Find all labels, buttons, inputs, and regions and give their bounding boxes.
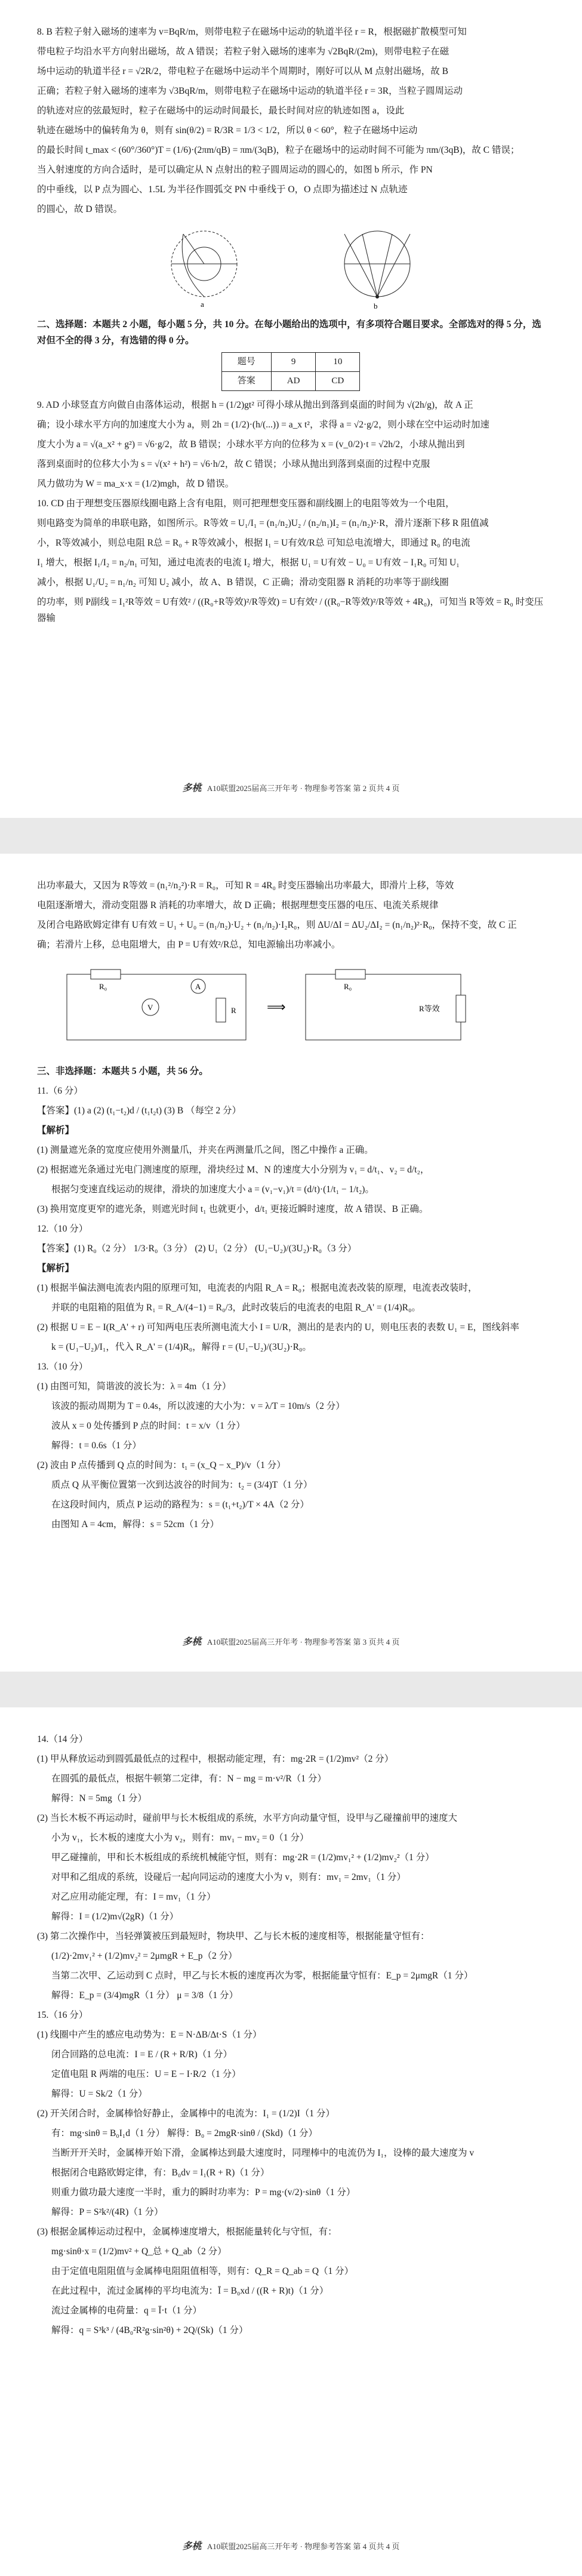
q12-analysis-line: 并联的电阻箱的阻值为 R₁ = R_A/(4−1) = R₀/3，此时改装后的电流表的电阻 R_A' = (1/4)R₀。 bbox=[51, 1303, 421, 1313]
q13-line: 波从 x = 0 处传播到 P 点的时间：t = x/v（1 分） bbox=[51, 1421, 245, 1431]
q11-analysis-line: 根据匀变速直线运动的规律，滑块的加速度大小 a = (v₁−v₁)/t = (d/t)·(1/t₁ − 1/t₂)。 bbox=[51, 1184, 374, 1195]
q11-analysis-label: 【解析】 bbox=[37, 1125, 75, 1135]
q12-analysis-line: (1) 根据半偏法测电流表内阻的原理可知，电流表的内阻 R_A = R₀；根据电流表改装的原理，电流表改装时， bbox=[37, 1283, 478, 1293]
q13-line: (2) 波由 P 点传播到 Q 点的时间为：t₁ = (x_Q − x_P)/v（1 分） bbox=[37, 1460, 286, 1470]
q14-line: 小为 v₁，长木板的速度大小为 v₂，则有：mv₁ − mv₂ = 0（1 分） bbox=[51, 1833, 309, 1843]
q8-line: 的轨迹对应的弦最短时，粒子在磁场中的运动时间最长，最长时间对应的轨迹如图 a，设此 bbox=[37, 106, 405, 116]
q13-line: 在这段时间内，质点 P 运动的路程为：s = (t₁+t₂)/T × 4A（2 分） bbox=[51, 1500, 309, 1510]
answer-page-3 bbox=[0, 854, 582, 1672]
brand-logo: 多桃 bbox=[182, 783, 202, 793]
q10-line: 则电路变为简单的串联电路，如图所示。R等效 = U₁/I₁ = (n₁/n₂)U₂ / (n₂/n₁)I₂ = (n₁/n₂)²·R，滑片逐渐下移 R 阻值减 bbox=[37, 518, 489, 528]
footer-label: A10联盟2025届高三开年考 · 物理参考答案 第 3 页共 4 页 bbox=[207, 1638, 400, 1646]
q8-figures bbox=[37, 222, 544, 312]
q14-line: (3) 第二次操作中，当轻弹簧被压到最短时，物块甲、乙与长木板的速度相等，根据能量守恒有： bbox=[37, 1931, 430, 1941]
q15-line: 有：mg·sinθ = B₀I₁d（1 分） 解得：B₀ = 2mgR·sinθ / (Skd)（1 分） bbox=[51, 2128, 318, 2138]
q10-line: 10. CD 由于理想变压器原线圈电路上含有电阻，则可把理想变压器和副线圈上的电阻等效为一个电阻， bbox=[37, 498, 455, 509]
q10-line: I₁ 增大，根据 I₁/I₂ = n₂/n₁ 可知，通过电流表的电流 I₂ 增大，根据 U₁ = U有效 − U₀ = U有效 − I₁R₀ 可知 U₁ bbox=[37, 558, 460, 568]
q14-line: 对甲和乙组成的系统，设碰后一起向同运动的速度大小为 v，则有：mv₁ = 2mv₁（1 分） bbox=[51, 1872, 406, 1882]
q12-answer: 【答案】(1) R₀（2 分） 1/3·R₀（3 分） (2) U₁（2 分） (U₁−U₂)/(3U₂)·R₀（3 分） bbox=[37, 1244, 357, 1254]
q12-analysis-line: k = (U₁−U₂)/I₁，代入 R_A' = (1/4)R₀，解得 r = (U₁−U₂)/(3U₂)·R₀。 bbox=[51, 1342, 312, 1352]
q15-line: 在此过程中，流过金属棒的平均电流为：Ī = B₀xd / ((R + R)t)（1 分） bbox=[51, 2286, 329, 2296]
q14-title: 14.（14 分） bbox=[37, 1734, 88, 1744]
q11-analysis-line: (3) 换用宽度更窄的遮光条，则遮光时间 t₁ 也就更小，d/t₁ 更接近瞬时速度，故 A 错误、B 正确。 bbox=[37, 1204, 429, 1214]
page-footer bbox=[0, 2538, 582, 2552]
circuit-label-r0: R₀ bbox=[99, 982, 107, 991]
q15-line: 解得：P = S²k²/(4R)（1 分） bbox=[51, 2207, 164, 2217]
q10-line: 确；若滑片上移，总电阻增大，由 P = U有效²/R总，知电源输出功率减小。 bbox=[37, 940, 341, 950]
q14-line: (1/2)·2mv₁² + (1/2)mv₂² = 2μmgR + E_p（2 分） bbox=[51, 1951, 238, 1961]
answer-table bbox=[221, 352, 361, 391]
q12-title: 12.（10 分） bbox=[37, 1224, 88, 1234]
brand-logo: 多桃 bbox=[182, 2541, 202, 2552]
table-cell: CD bbox=[316, 372, 360, 391]
q10-line: 及闭合电路欧姆定律有 U有效 = U₁ + U₀ = (n₁/n₂)·U₂ + (n₁/n₂)·I₂R₀，则 ΔU/ΔI = ΔU₂/ΔI₂ = (n₁/n₂)²·R₀，保持不变，故 C 正 bbox=[37, 920, 517, 930]
q14-line: 解得：E_p = (3/4)mgR（1 分） μ = 3/8（1 分） bbox=[51, 1990, 238, 2001]
q10-block bbox=[37, 495, 544, 626]
q10-line: 减小，根据 U₁/U₂ = n₁/n₂ 可知 U₂ 减小，故 A、B 错误，C 正确；滑动变阻器 R 消耗的功率等于副线圈 bbox=[37, 577, 449, 587]
answer-page-4 bbox=[0, 1707, 582, 2576]
q9-line: 确；设小球水平方向的加速度大小为 a，则 2h = (1/2)·(h/(...)) = a_x t²，求得 a = √2·g/2，则小球在空中运动时加速 bbox=[37, 420, 489, 430]
figure-a-label: a bbox=[201, 300, 204, 309]
q13-line: 质点 Q 从平衡位置第一次到达波谷的时间为：t₂ = (3/4)T（1 分） bbox=[51, 1480, 313, 1490]
footer-label: A10联盟2025届高三开年考 · 物理参考答案 第 4 页共 4 页 bbox=[207, 2542, 400, 2551]
section-3-title: 三、非选择题：本题共 5 小题，共 56 分。 bbox=[37, 1066, 208, 1076]
q15-line: 定值电阻 R 两端的电压：U = E − I·R/2（1 分） bbox=[51, 2069, 241, 2079]
q8-line: 的最长时间 t_max < (60°/360°)T = (1/6)·(2πm/qB) = πm/(3qB)，粒子在磁场中的运动时间不可能为 πm/(3qB)，故 C 错误； bbox=[37, 145, 520, 155]
q8-line: 带电粒子均沿水平方向射出磁场，故 A 错误；若粒子射入磁场的速率为 √2BqR/(2m)，则带电粒子在磁 bbox=[37, 47, 449, 57]
q14-line: 在圆弧的最低点，根据牛顿第二定律，有：N − mg = m·v²/R（1 分） bbox=[51, 1774, 327, 1784]
q15-line: mg·sinθ·x = (1/2)mv² + Q_总 + Q_ab（2 分） bbox=[51, 2246, 227, 2257]
circuit-label-ammeter: A bbox=[195, 982, 201, 991]
section-2-title: 二、选择题：本题共 2 小题，每小题 5 分，共 10 分。在每小题给出的选项中，有多项符合题目要求。全部选对的得 5 分，选对但不全的得 3 分，有选错的得 0 分。 bbox=[37, 319, 541, 346]
table-cell: AD bbox=[271, 372, 316, 391]
circuit-label-req: R等效 bbox=[419, 1004, 440, 1013]
q9-line: 风力做功为 W = ma_x·x = (1/2)mgh，故 D 错误。 bbox=[37, 479, 235, 489]
equivalent-circuit-diagram bbox=[55, 962, 485, 1052]
q8-line: 正确；若粒子射入磁场的速率为 √3BqR/m，则带电粒子在磁场中运动的轨道半径 r = 3R，当粒子圆周运动 bbox=[37, 86, 463, 96]
q12-analysis-label: 【解析】 bbox=[37, 1263, 75, 1273]
q14-line: 解得：I = (1/2)m√(2gR)（1 分） bbox=[51, 1912, 179, 1922]
q13-title: 13.（10 分） bbox=[37, 1362, 88, 1372]
table-cell: 题号 bbox=[221, 353, 271, 372]
q8-line: 轨迹在磁场中的偏转角为 θ，则有 sin(θ/2) = R/3R = 1/3 < 1/2，所以 θ < 60°，粒子在磁场中运动 bbox=[37, 125, 418, 136]
q14-line: 对乙应用动能定理，有：I = mv₁（1 分） bbox=[51, 1892, 216, 1902]
q12-analysis-line: (2) 根据 U = E − I(R_A' + r) 可知两电压表所测电流大小 I = U/R，测出的是表内的 U，则电压表的表数 U₁ = E，图线斜率 bbox=[37, 1322, 519, 1332]
table-cell: 答案 bbox=[221, 372, 271, 391]
q14-line: 甲乙碰撞前，甲和长木板组成的系统机械能守恒，则有：mg·2R = (1/2)mv₁² + (1/2)mv₂²（1 分） bbox=[51, 1852, 435, 1863]
answer-page-2 bbox=[0, 0, 582, 818]
circuit-label-r: R bbox=[231, 1006, 236, 1015]
q10-line: 电阻逐渐增大，滑动变阻器 R 消耗的功率增大，故 D 正确；根据理想变压器的电压、电流关系规律 bbox=[37, 900, 439, 910]
table-row bbox=[221, 353, 360, 372]
table-cell: 10 bbox=[316, 353, 360, 372]
q11-title: 11.（6 分） bbox=[37, 1086, 83, 1096]
q15-line: (1) 线圈中产生的感应电动势为：E = N·ΔB/Δt·S（1 分） bbox=[37, 2030, 262, 2040]
q15-title: 15.（16 分） bbox=[37, 2010, 88, 2020]
table-row bbox=[221, 372, 360, 391]
q11-analysis-line: (2) 根据遮光条通过光电门测速度的原理，滑块经过 M、N 的速度大小分别为 v₁ = d/t₁、v₂ = d/t₂， bbox=[37, 1165, 430, 1175]
q10-continued bbox=[37, 878, 544, 953]
q15-line: 闭合回路的总电流：I = E / (R + R/R)（1 分） bbox=[51, 2049, 232, 2060]
q9-line: 9. AD 小球竖直方向做自由落体运动，根据 h = (1/2)gt² 可得小球从抛出到落到桌面的时间为 √(2h/g)，故 A 正 bbox=[37, 400, 473, 410]
q15-line: 由于定值电阻阻值与金属棒电阻阻值相等，则有：Q_R = Q_ab = Q（1 分） bbox=[51, 2266, 354, 2276]
q10-line: 出功率最大，又因为 R等效 = (n₁²/n₂²)·R = R₀，可知 R = 4R₀ 时变压器输出功率最大，即滑片上移，等效 bbox=[37, 881, 454, 891]
q11-analysis-line: (1) 测量遮光条的宽度应使用外测量爪，并夹在两测量爪之间，图乙中操作 a 正确。 bbox=[37, 1145, 374, 1155]
circuit-label-r0-eq: R₀ bbox=[344, 982, 352, 991]
q13-line: 由图知 A = 4cm，解得：s = 52cm（1 分） bbox=[51, 1519, 219, 1529]
q14-line: 解得：N = 5mg（1 分） bbox=[51, 1793, 147, 1803]
circuit-label-voltmeter: V bbox=[147, 1003, 153, 1012]
q8-line: 8. B 若粒子射入磁场的速率为 v=BqR/m，则带电粒子在磁场中运动的轨道半径 r = R，根据磁扩散模型可知 bbox=[37, 27, 467, 37]
q15-line: 根据闭合电路欧姆定律，有：B₀dv = I₁(R + R)（1 分） bbox=[51, 2168, 270, 2178]
q15-line: 当断开开关时，金属棒开始下滑，金属棒达到最大速度时，同理棒中的电流仍为 I₁，设棒的最大速度为 v bbox=[51, 2148, 475, 2158]
q15-line: (2) 开关闭合时，金属棒恰好静止，金属棒中的电流为：I₁ = (1/2)I（1 分） bbox=[37, 2109, 335, 2119]
q13-line: (1) 由图可知，简谐波的波长为：λ = 4m（1 分） bbox=[37, 1381, 232, 1392]
q10-line: 小，R等效减小，则总电阻 R总 = R₀ + R等效减小，根据 I₁ = U有效/R总 可知总电流增大，即通过 R₀ 的电流 bbox=[37, 538, 470, 548]
q14-line: (1) 甲从释放运动到圆弧最低点的过程中，根据动能定理，有：mg·2R = (1/2)mv²（2 分） bbox=[37, 1754, 394, 1764]
q8-line: 场中运动的轨道半径 r = √2R/2，带电粒子在磁场中运动半个周期时，刚好可以从 M 点射出磁场，故 B bbox=[37, 66, 448, 76]
equivalent-arrow: ⟹ bbox=[267, 999, 286, 1014]
q15-line: 解得：q = S³k³ / (4B₀²R²g·sin²θ) + 2Q/(Sk)（1 分） bbox=[51, 2325, 248, 2335]
q8-line: 的中垂线，以 P 点为圆心、1.5L 为半径作圆弧交 PN 中垂线于 O，O 点即为描述过 N 点轨迹 bbox=[37, 184, 408, 195]
footer-label: A10联盟2025届高三开年考 · 物理参考答案 第 2 页共 4 页 bbox=[207, 784, 400, 793]
q15-line: 解得：U = Sk/2（1 分） bbox=[51, 2089, 147, 2099]
q8-block bbox=[37, 24, 544, 217]
q14-line: (2) 当长木板不再运动时，碰前甲与长木板组成的系统，水平方向动量守恒，设甲与乙碰撞前甲的速度大 bbox=[37, 1813, 457, 1823]
page-footer bbox=[0, 780, 582, 794]
page-footer bbox=[0, 1634, 582, 1648]
q8-line: 当入射速度的方向合适时，是可以确定从 N 点射出的粒子圆周运动的圆心的，如图 b 所示，作 PN bbox=[37, 165, 433, 175]
q9-line: 度大小为 a = √(a_x² + g²) = √6·g/2，故 B 错误；小球水平方向的位移为 x = (v_0/2)·t = √2h/2，小球从抛出到 bbox=[37, 439, 465, 450]
q15-line: (3) 根据金属棒运动过程中，金属棒速度增大，根据能量转化与守恒，有： bbox=[37, 2227, 337, 2237]
figure-a-diagram bbox=[136, 222, 273, 312]
q9-block bbox=[37, 397, 544, 492]
table-cell: 9 bbox=[271, 353, 316, 372]
q13-line: 该波的振动周期为 T = 0.4s，所以波速的大小为：v = λ/T = 10m/s（2 分） bbox=[51, 1401, 345, 1411]
q11-answer: 【答案】(1) a (2) (t₁−t₂)d / (t₁t₂t) (3) B （每空 2 分） bbox=[37, 1106, 242, 1116]
q13-line: 解得：t = 0.6s（1 分） bbox=[51, 1441, 141, 1451]
q15-line: 则重力做功最大速度一半时，重力的瞬时功率为：P = mg·(v/2)·sinθ（1 分） bbox=[51, 2187, 356, 2198]
figure-b-label: b bbox=[374, 301, 378, 310]
brand-logo: 多桃 bbox=[182, 1637, 202, 1647]
q10-line: 的功率，则 P副线 = I₁²R等效 = U有效² / ((R₀+R等效)²/R等效) = U有效² / ((R₀−R等效)²/R等效 + 4R₀)，可知当 R等效 = R₀ 时变压器输 bbox=[37, 597, 544, 623]
figure-b-diagram bbox=[309, 222, 446, 312]
q8-line: 的圆心，故 D 错误。 bbox=[37, 204, 122, 214]
q14-line: 当第二次甲、乙运动到 C 点时，甲乙与长木板的速度再次为零，根据能量守恒有：E_p = 2μmgR（1 分） bbox=[51, 1971, 473, 1981]
q9-line: 落到桌面时的位移大小为 s = √(x² + h²) = √6·h/2，故 C 错误；小球从抛出到落到桌面的过程中克服 bbox=[37, 459, 430, 469]
q15-line: 流过金属棒的电荷量：q = Ī·t（1 分） bbox=[51, 2306, 202, 2316]
